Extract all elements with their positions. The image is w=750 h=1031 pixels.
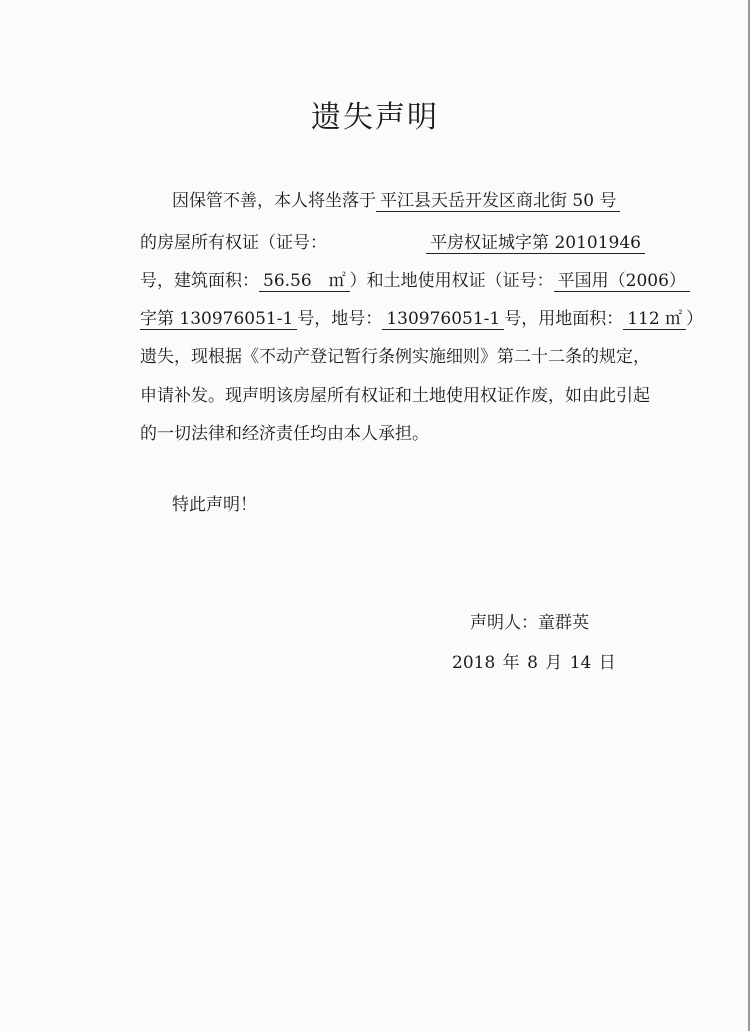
paragraph-line-7: 的一切法律和经济责任均由本人承担。 [140,424,429,444]
paragraph-line-6: 申请补发。现声明该房屋所有权证和土地使用权证作废，如由此引起 [140,386,650,406]
building-area-label: 号，建筑面积： [140,271,259,291]
paragraph-line-5: 遗失，现根据《不动产登记暂行条例实施细则》第二十二条的规定， [140,347,650,367]
land-area-label: 号，用地面积： [504,309,624,329]
house-cert-number: 平房权证城字第 20101946 [426,228,645,254]
plot-label: 号，地号： [297,309,383,329]
land-cert-number-part1: 平国用（2006） [554,271,690,292]
house-cert-label: 的房屋所有权证（证号： [140,233,327,253]
document-title: 遗失声明 [311,100,439,135]
land-cert-label: ）和土地使用权证（证号： [349,271,554,291]
property-location: 平江县天岳开发区商北街 50 号 [376,191,620,212]
land-cert-number-part2: 字第 130976051-1 [140,309,297,330]
declarant-signature: 声明人：童群英 [470,613,589,633]
paragraph-line-4 [140,304,703,329]
plot-number: 130976051-1 [382,309,504,330]
intro-text: 因保管不善，本人将坐落于 [172,191,376,211]
declaration-date: 2018 年 8 月 14 日 [452,653,616,673]
paragraph-line-2 [140,228,645,254]
land-area-value: 112 ㎡ [623,309,686,330]
building-area-value: 56.56 ㎡ [259,271,350,292]
closing-statement: 特此声明！ [172,495,257,515]
closing-paren: ） [686,309,704,329]
paragraph-line-1 [172,186,620,211]
paragraph-line-3 [140,266,690,291]
